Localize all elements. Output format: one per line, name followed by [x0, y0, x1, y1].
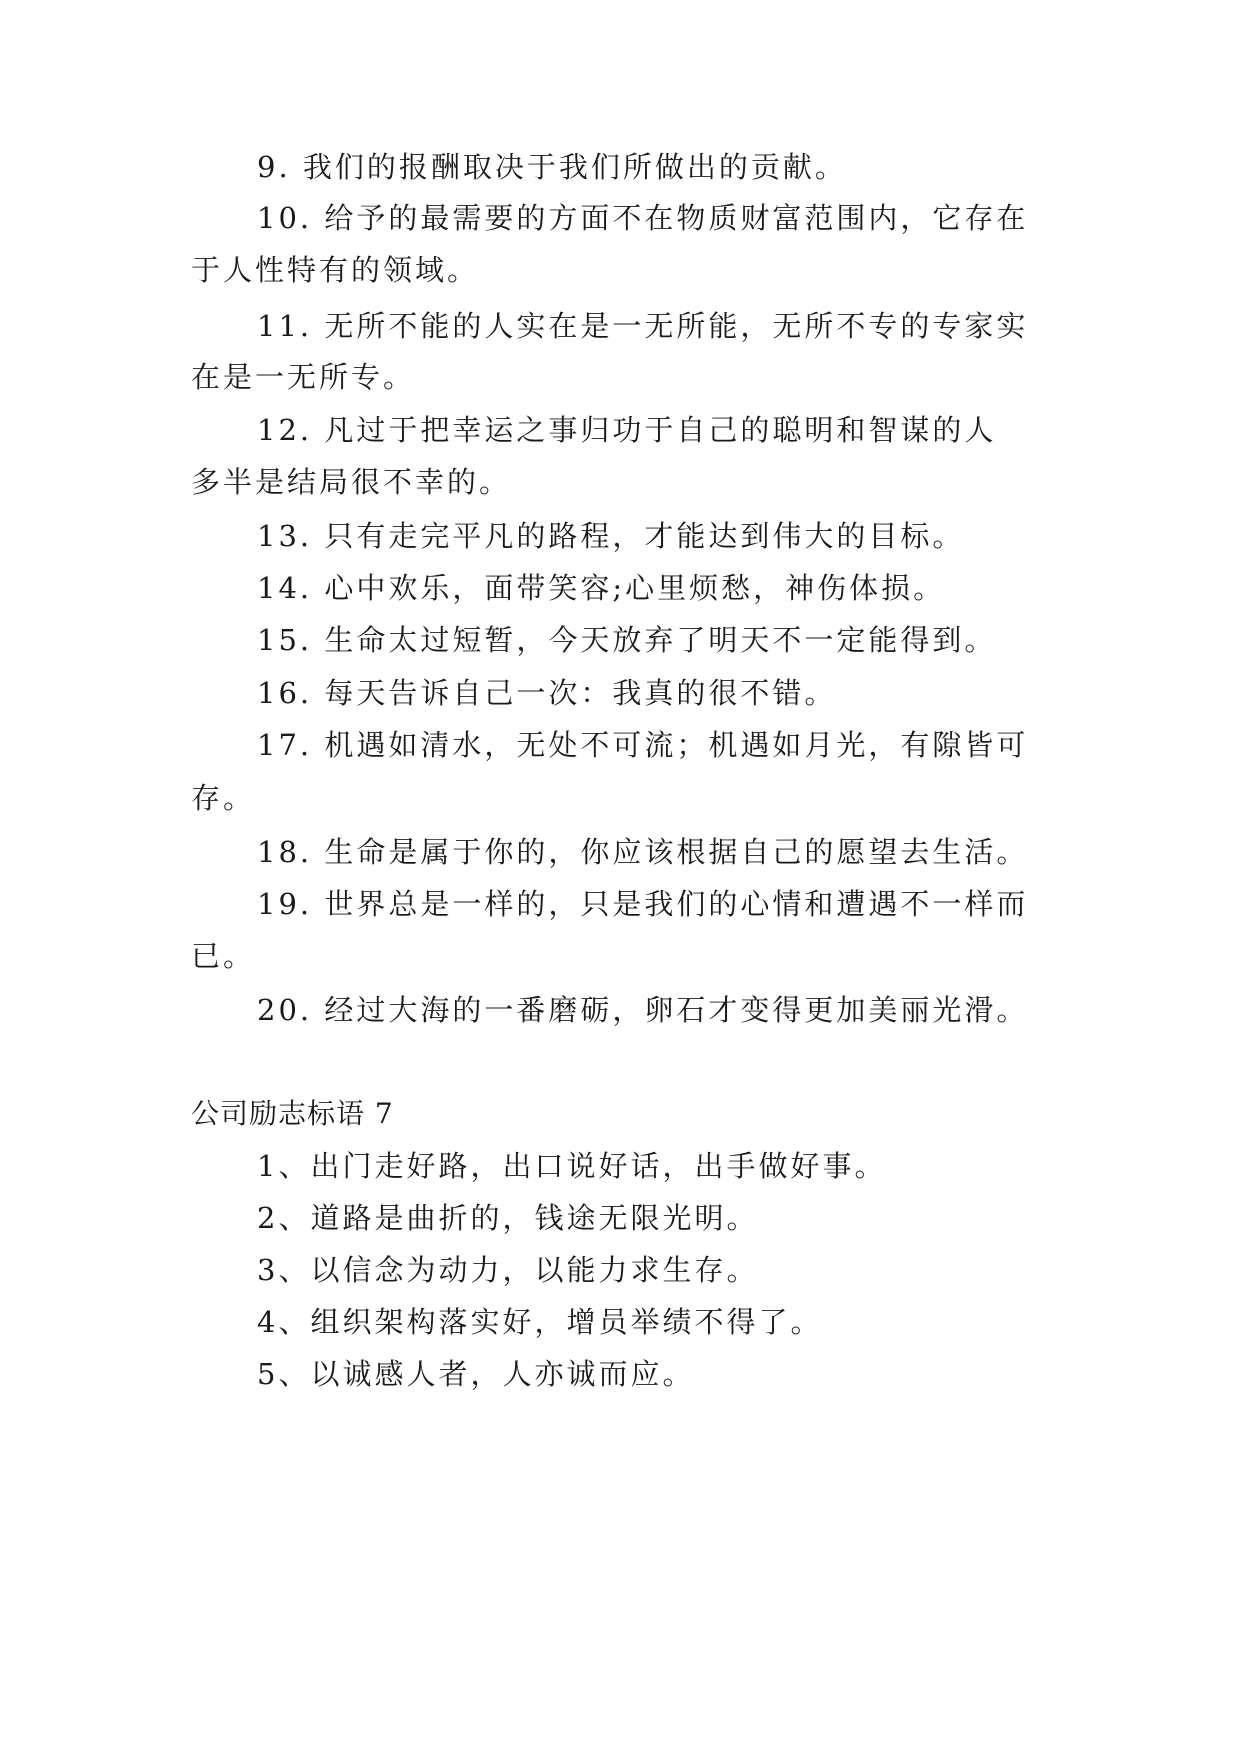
list-item-12: 12. 凡过于把幸运之事归功于自己的聪明和智谋的人 [257, 413, 997, 447]
list-item-17: 17. 机遇如清水，无处不可流；机遇如月光，有隙皆可 [257, 728, 1029, 762]
list-item-17-continuation: 存。 [191, 781, 256, 815]
list-item-5: 5、以诚感人者，人亦诚而应。 [257, 1357, 695, 1391]
list-item-2: 2、道路是曲折的，钱途无限光明。 [257, 1201, 759, 1235]
list-item-12-continuation: 多半是结局很不幸的。 [191, 465, 512, 499]
list-item-10-continuation: 于人性特有的领域。 [191, 253, 480, 287]
list-item-14: 14. 心中欢乐，面带笑容;心里烦愁，神伤体损。 [257, 571, 946, 605]
list-item-19-continuation: 已。 [191, 939, 256, 973]
list-item-19: 19. 世界总是一样的，只是我们的心情和遭遇不一样而 [257, 887, 1029, 921]
list-item-4: 4、组织架构落实好，增员举绩不得了。 [257, 1305, 823, 1339]
list-item-10: 10. 给予的最需要的方面不在物质财富范围内，它存在 [257, 201, 1029, 235]
list-item-11-continuation: 在是一无所专。 [191, 360, 416, 394]
list-item-11: 11. 无所不能的人实在是一无所能，无所不专的专家实 [257, 309, 1029, 343]
list-item-15: 15. 生命太过短暂，今天放弃了明天不一定能得到。 [257, 623, 997, 657]
list-item-13: 13. 只有走完平凡的路程，才能达到伟大的目标。 [257, 519, 965, 553]
list-item-1: 1、出门走好路，出口说好话，出手做好事。 [257, 1149, 887, 1183]
list-item-3: 3、以信念为动力，以能力求生存。 [257, 1253, 759, 1287]
section-title: 公司励志标语 7 [191, 1097, 394, 1130]
list-item-9: 9. 我们的报酬取决于我们所做出的贡献。 [257, 150, 847, 184]
list-item-18: 18. 生命是属于你的，你应该根据自己的愿望去生活。 [257, 835, 1029, 869]
list-item-16: 16. 每天告诉自己一次：我真的很不错。 [257, 676, 837, 710]
list-item-20: 20. 经过大海的一番磨砺，卵石才变得更加美丽光滑。 [257, 993, 1029, 1027]
